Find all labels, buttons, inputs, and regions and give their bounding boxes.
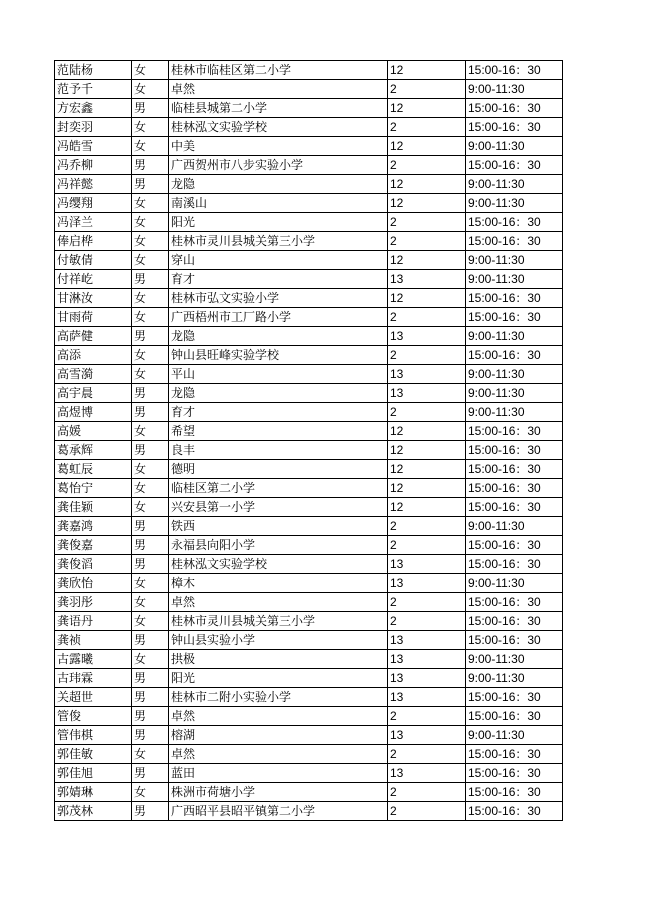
student-name-cell: 龚俊嘉 bbox=[55, 536, 132, 555]
school-cell: 桂林泓文实验学校 bbox=[169, 555, 388, 574]
time-slot-cell: 9:00-11:30 bbox=[466, 384, 563, 403]
student-name-cell: 俸启桦 bbox=[55, 232, 132, 251]
grade-cell: 12 bbox=[388, 61, 466, 80]
grade-cell: 13 bbox=[388, 764, 466, 783]
gender-cell: 男 bbox=[132, 384, 169, 403]
student-name-cell: 葛虹辰 bbox=[55, 460, 132, 479]
grade-cell: 12 bbox=[388, 175, 466, 194]
roster-table bbox=[54, 60, 563, 821]
table-row bbox=[55, 479, 563, 498]
school-cell: 龙隐 bbox=[169, 384, 388, 403]
grade-cell: 2 bbox=[388, 783, 466, 802]
gender-cell: 女 bbox=[132, 213, 169, 232]
table-row bbox=[55, 137, 563, 156]
table-row bbox=[55, 764, 563, 783]
table-row bbox=[55, 175, 563, 194]
student-name-cell: 郭婧琳 bbox=[55, 783, 132, 802]
time-slot-cell: 15:00-16：30 bbox=[466, 156, 563, 175]
grade-cell: 13 bbox=[388, 669, 466, 688]
grade-cell: 13 bbox=[388, 555, 466, 574]
gender-cell: 男 bbox=[132, 802, 169, 821]
gender-cell: 女 bbox=[132, 460, 169, 479]
grade-cell: 2 bbox=[388, 156, 466, 175]
school-cell: 广西贺州市八步实验小学 bbox=[169, 156, 388, 175]
school-cell: 穿山 bbox=[169, 251, 388, 270]
gender-cell: 男 bbox=[132, 707, 169, 726]
table-row bbox=[55, 688, 563, 707]
student-name-cell: 关超世 bbox=[55, 688, 132, 707]
time-slot-cell: 15:00-16：30 bbox=[466, 441, 563, 460]
grade-cell: 2 bbox=[388, 308, 466, 327]
time-slot-cell: 15:00-16：30 bbox=[466, 764, 563, 783]
student-name-cell: 郭佳敏 bbox=[55, 745, 132, 764]
student-name-cell: 付祥屹 bbox=[55, 270, 132, 289]
student-name-cell: 高雪漪 bbox=[55, 365, 132, 384]
grade-cell: 2 bbox=[388, 707, 466, 726]
school-cell: 希望 bbox=[169, 422, 388, 441]
grade-cell: 2 bbox=[388, 536, 466, 555]
gender-cell: 男 bbox=[132, 688, 169, 707]
table-row bbox=[55, 650, 563, 669]
gender-cell: 男 bbox=[132, 403, 169, 422]
time-slot-cell: 9:00-11:30 bbox=[466, 669, 563, 688]
time-slot-cell: 9:00-11:30 bbox=[466, 80, 563, 99]
table-row bbox=[55, 745, 563, 764]
grade-cell: 12 bbox=[388, 441, 466, 460]
time-slot-cell: 9:00-11:30 bbox=[466, 327, 563, 346]
table-row bbox=[55, 574, 563, 593]
table-row bbox=[55, 156, 563, 175]
student-name-cell: 高添 bbox=[55, 346, 132, 365]
table-row bbox=[55, 232, 563, 251]
student-name-cell: 管伟棋 bbox=[55, 726, 132, 745]
gender-cell: 女 bbox=[132, 232, 169, 251]
student-name-cell: 付敏倩 bbox=[55, 251, 132, 270]
table-row bbox=[55, 99, 563, 118]
time-slot-cell: 9:00-11:30 bbox=[466, 137, 563, 156]
grade-cell: 12 bbox=[388, 422, 466, 441]
time-slot-cell: 15:00-16：30 bbox=[466, 631, 563, 650]
table-row bbox=[55, 726, 563, 745]
student-name-cell: 冯皓雪 bbox=[55, 137, 132, 156]
time-slot-cell: 15:00-16：30 bbox=[466, 460, 563, 479]
grade-cell: 12 bbox=[388, 498, 466, 517]
table-row bbox=[55, 80, 563, 99]
table-row bbox=[55, 460, 563, 479]
gender-cell: 男 bbox=[132, 441, 169, 460]
table-row bbox=[55, 365, 563, 384]
grade-cell: 2 bbox=[388, 118, 466, 137]
student-name-cell: 古露曦 bbox=[55, 650, 132, 669]
grade-cell: 2 bbox=[388, 403, 466, 422]
gender-cell: 男 bbox=[132, 270, 169, 289]
school-cell: 育才 bbox=[169, 270, 388, 289]
gender-cell: 女 bbox=[132, 346, 169, 365]
school-cell: 阳光 bbox=[169, 213, 388, 232]
school-cell: 广西梧州市工厂路小学 bbox=[169, 308, 388, 327]
student-name-cell: 龚羽彤 bbox=[55, 593, 132, 612]
time-slot-cell: 9:00-11:30 bbox=[466, 270, 563, 289]
gender-cell: 男 bbox=[132, 631, 169, 650]
student-name-cell: 冯乔柳 bbox=[55, 156, 132, 175]
grade-cell: 2 bbox=[388, 80, 466, 99]
school-cell: 中美 bbox=[169, 137, 388, 156]
school-cell: 铁西 bbox=[169, 517, 388, 536]
table-row bbox=[55, 555, 563, 574]
school-cell: 卓然 bbox=[169, 707, 388, 726]
gender-cell: 女 bbox=[132, 289, 169, 308]
time-slot-cell: 9:00-11:30 bbox=[466, 650, 563, 669]
grade-cell: 12 bbox=[388, 251, 466, 270]
time-slot-cell: 15:00-16：30 bbox=[466, 498, 563, 517]
student-name-cell: 郭佳旭 bbox=[55, 764, 132, 783]
grade-cell: 13 bbox=[388, 726, 466, 745]
table-row bbox=[55, 194, 563, 213]
time-slot-cell: 9:00-11:30 bbox=[466, 251, 563, 270]
school-cell: 平山 bbox=[169, 365, 388, 384]
student-name-cell: 龚俊滔 bbox=[55, 555, 132, 574]
school-cell: 榕湖 bbox=[169, 726, 388, 745]
time-slot-cell: 15:00-16：30 bbox=[466, 346, 563, 365]
time-slot-cell: 15:00-16：30 bbox=[466, 232, 563, 251]
gender-cell: 男 bbox=[132, 517, 169, 536]
student-name-cell: 冯祥懿 bbox=[55, 175, 132, 194]
grade-cell: 13 bbox=[388, 631, 466, 650]
grade-cell: 12 bbox=[388, 99, 466, 118]
gender-cell: 女 bbox=[132, 251, 169, 270]
time-slot-cell: 15:00-16：30 bbox=[466, 555, 563, 574]
gender-cell: 女 bbox=[132, 783, 169, 802]
table-row bbox=[55, 384, 563, 403]
student-name-cell: 龚语丹 bbox=[55, 612, 132, 631]
student-name-cell: 高宇晨 bbox=[55, 384, 132, 403]
grade-cell: 2 bbox=[388, 802, 466, 821]
time-slot-cell: 15:00-16：30 bbox=[466, 118, 563, 137]
student-name-cell: 甘雨荷 bbox=[55, 308, 132, 327]
time-slot-cell: 15:00-16：30 bbox=[466, 745, 563, 764]
school-cell: 株洲市荷塘小学 bbox=[169, 783, 388, 802]
table-row bbox=[55, 403, 563, 422]
student-name-cell: 范予千 bbox=[55, 80, 132, 99]
gender-cell: 女 bbox=[132, 593, 169, 612]
school-cell: 阳光 bbox=[169, 669, 388, 688]
grade-cell: 13 bbox=[388, 365, 466, 384]
student-name-cell: 甘淋汝 bbox=[55, 289, 132, 308]
school-cell: 龙隐 bbox=[169, 175, 388, 194]
school-cell: 桂林市灵川县城关第三小学 bbox=[169, 612, 388, 631]
time-slot-cell: 15:00-16：30 bbox=[466, 61, 563, 80]
gender-cell: 女 bbox=[132, 61, 169, 80]
student-name-cell: 方宏鑫 bbox=[55, 99, 132, 118]
time-slot-cell: 9:00-11:30 bbox=[466, 403, 563, 422]
time-slot-cell: 15:00-16：30 bbox=[466, 802, 563, 821]
time-slot-cell: 9:00-11:30 bbox=[466, 726, 563, 745]
gender-cell: 女 bbox=[132, 479, 169, 498]
time-slot-cell: 15:00-16：30 bbox=[466, 289, 563, 308]
school-cell: 桂林市临桂区第二小学 bbox=[169, 61, 388, 80]
grade-cell: 13 bbox=[388, 270, 466, 289]
table-row bbox=[55, 327, 563, 346]
school-cell: 樟木 bbox=[169, 574, 388, 593]
student-name-cell: 高煜博 bbox=[55, 403, 132, 422]
school-cell: 拱极 bbox=[169, 650, 388, 669]
gender-cell: 女 bbox=[132, 308, 169, 327]
student-name-cell: 冯缨翔 bbox=[55, 194, 132, 213]
table-row bbox=[55, 213, 563, 232]
time-slot-cell: 15:00-16：30 bbox=[466, 422, 563, 441]
time-slot-cell: 9:00-11:30 bbox=[466, 194, 563, 213]
student-name-cell: 冯泽兰 bbox=[55, 213, 132, 232]
school-cell: 育才 bbox=[169, 403, 388, 422]
gender-cell: 男 bbox=[132, 156, 169, 175]
table-row bbox=[55, 441, 563, 460]
table-row bbox=[55, 783, 563, 802]
school-cell: 桂林市灵川县城关第三小学 bbox=[169, 232, 388, 251]
grade-cell: 13 bbox=[388, 384, 466, 403]
time-slot-cell: 15:00-16：30 bbox=[466, 536, 563, 555]
school-cell: 卓然 bbox=[169, 80, 388, 99]
student-name-cell: 管俊 bbox=[55, 707, 132, 726]
student-name-cell: 葛怡宁 bbox=[55, 479, 132, 498]
table-row bbox=[55, 498, 563, 517]
gender-cell: 男 bbox=[132, 175, 169, 194]
gender-cell: 男 bbox=[132, 327, 169, 346]
table-row bbox=[55, 802, 563, 821]
student-name-cell: 龚佳颖 bbox=[55, 498, 132, 517]
gender-cell: 女 bbox=[132, 612, 169, 631]
gender-cell: 男 bbox=[132, 669, 169, 688]
time-slot-cell: 15:00-16：30 bbox=[466, 688, 563, 707]
school-cell: 永福县向阳小学 bbox=[169, 536, 388, 555]
school-cell: 广西昭平县昭平镇第二小学 bbox=[169, 802, 388, 821]
grade-cell: 2 bbox=[388, 232, 466, 251]
student-name-cell: 古玮霖 bbox=[55, 669, 132, 688]
grade-cell: 2 bbox=[388, 745, 466, 764]
school-cell: 钟山县实验小学 bbox=[169, 631, 388, 650]
time-slot-cell: 9:00-11:30 bbox=[466, 517, 563, 536]
school-cell: 良丰 bbox=[169, 441, 388, 460]
table-row bbox=[55, 593, 563, 612]
table-row bbox=[55, 270, 563, 289]
student-name-cell: 高媛 bbox=[55, 422, 132, 441]
gender-cell: 女 bbox=[132, 498, 169, 517]
gender-cell: 男 bbox=[132, 726, 169, 745]
school-cell: 龙隐 bbox=[169, 327, 388, 346]
grade-cell: 12 bbox=[388, 479, 466, 498]
gender-cell: 女 bbox=[132, 80, 169, 99]
gender-cell: 男 bbox=[132, 536, 169, 555]
table-row bbox=[55, 346, 563, 365]
time-slot-cell: 15:00-16：30 bbox=[466, 593, 563, 612]
gender-cell: 男 bbox=[132, 555, 169, 574]
grade-cell: 13 bbox=[388, 327, 466, 346]
table-row bbox=[55, 289, 563, 308]
time-slot-cell: 15:00-16：30 bbox=[466, 99, 563, 118]
school-cell: 德明 bbox=[169, 460, 388, 479]
time-slot-cell: 15:00-16：30 bbox=[466, 479, 563, 498]
school-cell: 卓然 bbox=[169, 745, 388, 764]
school-cell: 桂林市二附小实验小学 bbox=[169, 688, 388, 707]
grade-cell: 13 bbox=[388, 688, 466, 707]
gender-cell: 女 bbox=[132, 118, 169, 137]
gender-cell: 女 bbox=[132, 422, 169, 441]
gender-cell: 女 bbox=[132, 194, 169, 213]
grade-cell: 13 bbox=[388, 574, 466, 593]
grade-cell: 12 bbox=[388, 137, 466, 156]
table-row bbox=[55, 631, 563, 650]
school-cell: 临桂县城第二小学 bbox=[169, 99, 388, 118]
grade-cell: 2 bbox=[388, 612, 466, 631]
time-slot-cell: 15:00-16：30 bbox=[466, 783, 563, 802]
time-slot-cell: 9:00-11:30 bbox=[466, 365, 563, 384]
school-cell: 钟山县旺峰实验学校 bbox=[169, 346, 388, 365]
table-row bbox=[55, 422, 563, 441]
grade-cell: 2 bbox=[388, 517, 466, 536]
grade-cell: 2 bbox=[388, 213, 466, 232]
school-cell: 南溪山 bbox=[169, 194, 388, 213]
table-row bbox=[55, 118, 563, 137]
time-slot-cell: 15:00-16：30 bbox=[466, 612, 563, 631]
gender-cell: 男 bbox=[132, 99, 169, 118]
table-row bbox=[55, 707, 563, 726]
time-slot-cell: 9:00-11:30 bbox=[466, 574, 563, 593]
grade-cell: 13 bbox=[388, 650, 466, 669]
table-row bbox=[55, 61, 563, 80]
student-name-cell: 高萨健 bbox=[55, 327, 132, 346]
gender-cell: 男 bbox=[132, 764, 169, 783]
school-cell: 临桂区第二小学 bbox=[169, 479, 388, 498]
grade-cell: 2 bbox=[388, 593, 466, 612]
school-cell: 桂林市弘文实验小学 bbox=[169, 289, 388, 308]
student-name-cell: 龚欣怡 bbox=[55, 574, 132, 593]
student-name-cell: 郭茂林 bbox=[55, 802, 132, 821]
gender-cell: 女 bbox=[132, 365, 169, 384]
table-row bbox=[55, 669, 563, 688]
school-cell: 蓝田 bbox=[169, 764, 388, 783]
grade-cell: 12 bbox=[388, 460, 466, 479]
student-name-cell: 葛承辉 bbox=[55, 441, 132, 460]
time-slot-cell: 15:00-16：30 bbox=[466, 213, 563, 232]
grade-cell: 12 bbox=[388, 289, 466, 308]
grade-cell: 12 bbox=[388, 194, 466, 213]
gender-cell: 女 bbox=[132, 745, 169, 764]
table-row bbox=[55, 251, 563, 270]
gender-cell: 女 bbox=[132, 650, 169, 669]
time-slot-cell: 15:00-16：30 bbox=[466, 707, 563, 726]
gender-cell: 女 bbox=[132, 137, 169, 156]
student-name-cell: 龚嘉鸿 bbox=[55, 517, 132, 536]
school-cell: 卓然 bbox=[169, 593, 388, 612]
student-name-cell: 封奕羽 bbox=[55, 118, 132, 137]
grade-cell: 2 bbox=[388, 346, 466, 365]
time-slot-cell: 9:00-11:30 bbox=[466, 175, 563, 194]
student-name-cell: 龚祯 bbox=[55, 631, 132, 650]
school-cell: 桂林泓文实验学校 bbox=[169, 118, 388, 137]
school-cell: 兴安县第一小学 bbox=[169, 498, 388, 517]
roster-body bbox=[55, 61, 563, 821]
table-row bbox=[55, 517, 563, 536]
table-row bbox=[55, 536, 563, 555]
student-name-cell: 范陆杨 bbox=[55, 61, 132, 80]
gender-cell: 女 bbox=[132, 574, 169, 593]
table-row bbox=[55, 612, 563, 631]
table-row bbox=[55, 308, 563, 327]
time-slot-cell: 15:00-16：30 bbox=[466, 308, 563, 327]
